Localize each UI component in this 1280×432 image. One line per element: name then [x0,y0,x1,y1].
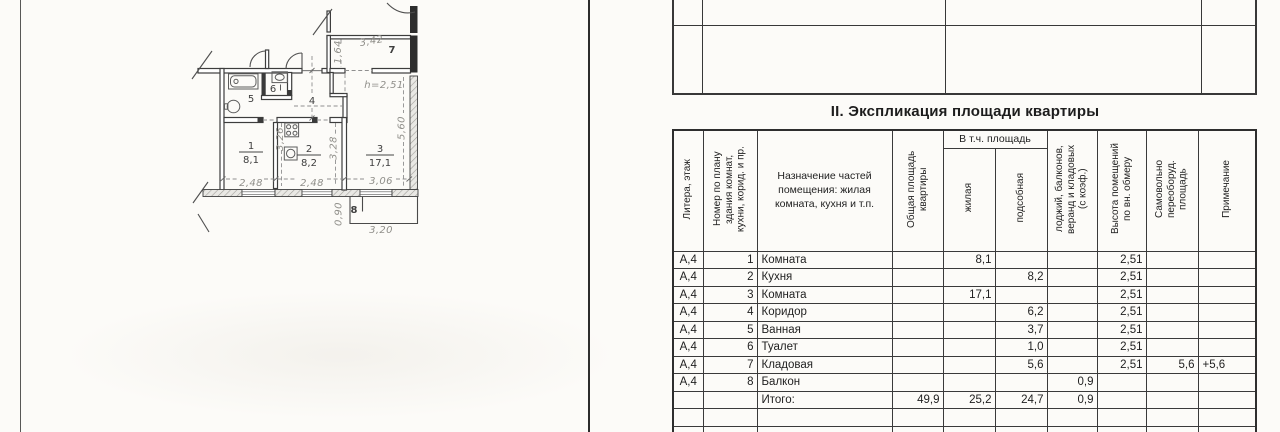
table-cell [1146,374,1198,392]
dim-label: 3,28 [328,136,340,160]
table-cell [943,374,995,392]
table-cell [1198,269,1256,287]
table-cell [1097,391,1146,409]
table-cell [1146,426,1198,432]
table-cell [892,356,943,374]
table-row [673,269,1256,287]
explication-table [672,129,1257,432]
table-cell [892,409,943,427]
table-cell [1198,251,1256,269]
col-header-utility: подсобная [995,148,1047,251]
table-cell [1198,426,1256,432]
col-header-purpose: Назначение частей помещения: жилая комната, кухня и т.п. [757,130,892,251]
table-cell: 17,1 [943,286,995,304]
table-cell: 0,9 [1047,391,1097,409]
table-cell: 4 [703,304,757,322]
washbasin-icon [225,100,240,113]
table-cell: 6 [703,339,757,357]
table-row [673,409,1256,427]
table-cell [995,374,1047,392]
table-cell [673,409,703,427]
table-cell [943,269,995,287]
table-cell: А,4 [673,286,703,304]
col-header-total-area: Общая площадь квартиры [892,130,943,251]
dim-label: 3,20 [369,225,393,236]
table-cell: Комната [757,286,892,304]
table-cell [892,339,943,357]
room-label: 4 [308,96,316,107]
table-cell [1097,409,1146,427]
dim-label: 3,26 [275,127,286,151]
table-row [673,251,1256,269]
table-cell [757,409,892,427]
left-sheet-border [20,0,21,432]
plan-labels [239,34,407,236]
table-cell [1198,391,1256,409]
table-cell: 1 [703,251,757,269]
table-cell [1047,251,1097,269]
table-cell: Кухня [757,269,892,287]
table-cell [943,426,995,432]
table-cell: 8 [703,374,757,392]
table-line [672,0,674,95]
dim-label: 0,90 [333,202,345,226]
floor-plan [185,0,440,245]
room-label: 1 [247,141,255,152]
table-cell [757,426,892,432]
table-cell [943,356,995,374]
bathtub-icon [229,74,259,89]
table-cell [1146,321,1198,339]
table-cell [943,409,995,427]
table-line [702,0,703,95]
table-cell [995,286,1047,304]
room-label: 3 [376,144,384,155]
table-row [673,304,1256,322]
table-cell: 2,51 [1097,286,1146,304]
col-header-unauthorized: Самовольно переоборуд. площадь [1146,130,1198,251]
table-cell [1097,374,1146,392]
table-cell: 7 [703,356,757,374]
table-cell: 24,7 [995,391,1047,409]
table-cell [892,304,943,322]
table-cell [1097,426,1146,432]
table-cell [1047,339,1097,357]
table-row [673,426,1256,432]
table-line [945,0,946,95]
table-cell: А,4 [673,356,703,374]
table-row [673,321,1256,339]
table-cell: 8,1 [943,251,995,269]
table-line [1201,0,1202,95]
table-cell [1198,339,1256,357]
table-cell [703,426,757,432]
dim-label: 3,06 [369,176,393,187]
table-cell: Ванная [757,321,892,339]
table-cell: 2,51 [1097,321,1146,339]
table-cell: Кладовая [757,356,892,374]
table-cell [1146,286,1198,304]
table-cell: Балкон [757,374,892,392]
table-cell: А,4 [673,304,703,322]
col-header-height: Высота помещений по вн. обмеру [1097,130,1146,251]
table-cell [1047,286,1097,304]
table-cell: 25,2 [943,391,995,409]
table-cell [892,286,943,304]
col-header-living: жилая [943,148,995,251]
table-cell: А,4 [673,374,703,392]
table-cell: А,4 [673,269,703,287]
table-cell: 6,2 [995,304,1047,322]
table-cell [892,251,943,269]
table-cell: 1,0 [995,339,1047,357]
balcony-outline [350,197,418,224]
table-cell [943,339,995,357]
room-label: 8,1 [243,155,259,166]
col-header-litera: Литера, этаж [673,130,703,251]
table-cell: 8,2 [995,269,1047,287]
fraction-lines [239,152,394,155]
table-cell: +5,6 [1198,356,1256,374]
table-cell: Комната [757,251,892,269]
table-cell: Коридор [757,304,892,322]
table-row [673,286,1256,304]
table-row [673,356,1256,374]
dim-label: 5,60 [396,116,408,140]
table-cell: А,4 [673,321,703,339]
table-cell [995,251,1047,269]
table-cell [673,391,703,409]
table-cell: 5,6 [995,356,1047,374]
table-cell [1047,426,1097,432]
table-cell [1047,409,1097,427]
room-label: 5 [247,94,255,105]
table-cell: 49,9 [892,391,943,409]
table-cell [1146,269,1198,287]
table-cell: 3,7 [995,321,1047,339]
table-cell [1198,321,1256,339]
kitchen-sink-icon [284,147,297,160]
table-cell [1047,269,1097,287]
col-header-note: Примечание [1198,130,1256,251]
sheet-divider-line [588,0,590,432]
dim-label: 3,42 [358,34,385,50]
table-cell [1047,304,1097,322]
table-cell [892,269,943,287]
table-cell: 2,51 [1097,269,1146,287]
room-label: 8,2 [301,158,317,169]
room-label: 7 [388,45,396,56]
room-label: 17,1 [368,158,392,169]
room-label: 8 [350,205,358,216]
table-cell [703,391,757,409]
col-header-loggia: лоджий, балконов, веранд и кладовых (с коэф.) [1047,130,1097,251]
table-cell [995,409,1047,427]
table-cell: 2,51 [1097,304,1146,322]
dim-label: 2,48 [300,178,324,189]
table-cell: А,4 [673,251,703,269]
table-cell [1198,286,1256,304]
table-cell [673,426,703,432]
room-label: 6 [269,84,277,95]
table-cell: 3 [703,286,757,304]
table-cell: 2,51 [1097,251,1146,269]
dim-label: h=2,51 [364,80,404,91]
table-cell [995,426,1047,432]
table-cell [892,426,943,432]
table-cell: Туалет [757,339,892,357]
table-cell: 2,51 [1097,356,1146,374]
room-label: 2 [305,144,313,155]
col-header-number: Номер по плану здания комнат, кухни, корид. и пр. [703,130,757,251]
table-cell: 2,51 [1097,339,1146,357]
table-cell [1047,356,1097,374]
table-cell [1198,374,1256,392]
table-cell [1047,321,1097,339]
table-row [673,391,1256,409]
table-cell [1146,339,1198,357]
table-cell [1146,391,1198,409]
table-cell [1146,409,1198,427]
table-cell [892,321,943,339]
table-cell: 0,9 [1047,374,1097,392]
stove-icon [285,123,299,137]
table-row [673,374,1256,392]
table-cell [1146,304,1198,322]
table-cell [943,304,995,322]
col-header-incl-area: В т.ч. площадь [943,130,1047,148]
table-cell [1198,304,1256,322]
table-cell: 5 [703,321,757,339]
table-cell [1198,409,1256,427]
table-cell: 2 [703,269,757,287]
dim-label: 1,64 [333,40,344,64]
table-line [1255,0,1257,95]
table-cell: Итого: [757,391,892,409]
table-cell [703,409,757,427]
table-cell: А,4 [673,339,703,357]
table-line [672,25,1257,26]
explication-title: II. Экспликация площади квартиры [830,103,1100,120]
table-line [672,93,1257,95]
table-row [673,339,1256,357]
table-cell [892,374,943,392]
table-cell: 5,6 [1146,356,1198,374]
table-cell [943,321,995,339]
dim-label: 2,48 [239,178,263,189]
table-cell [1146,251,1198,269]
